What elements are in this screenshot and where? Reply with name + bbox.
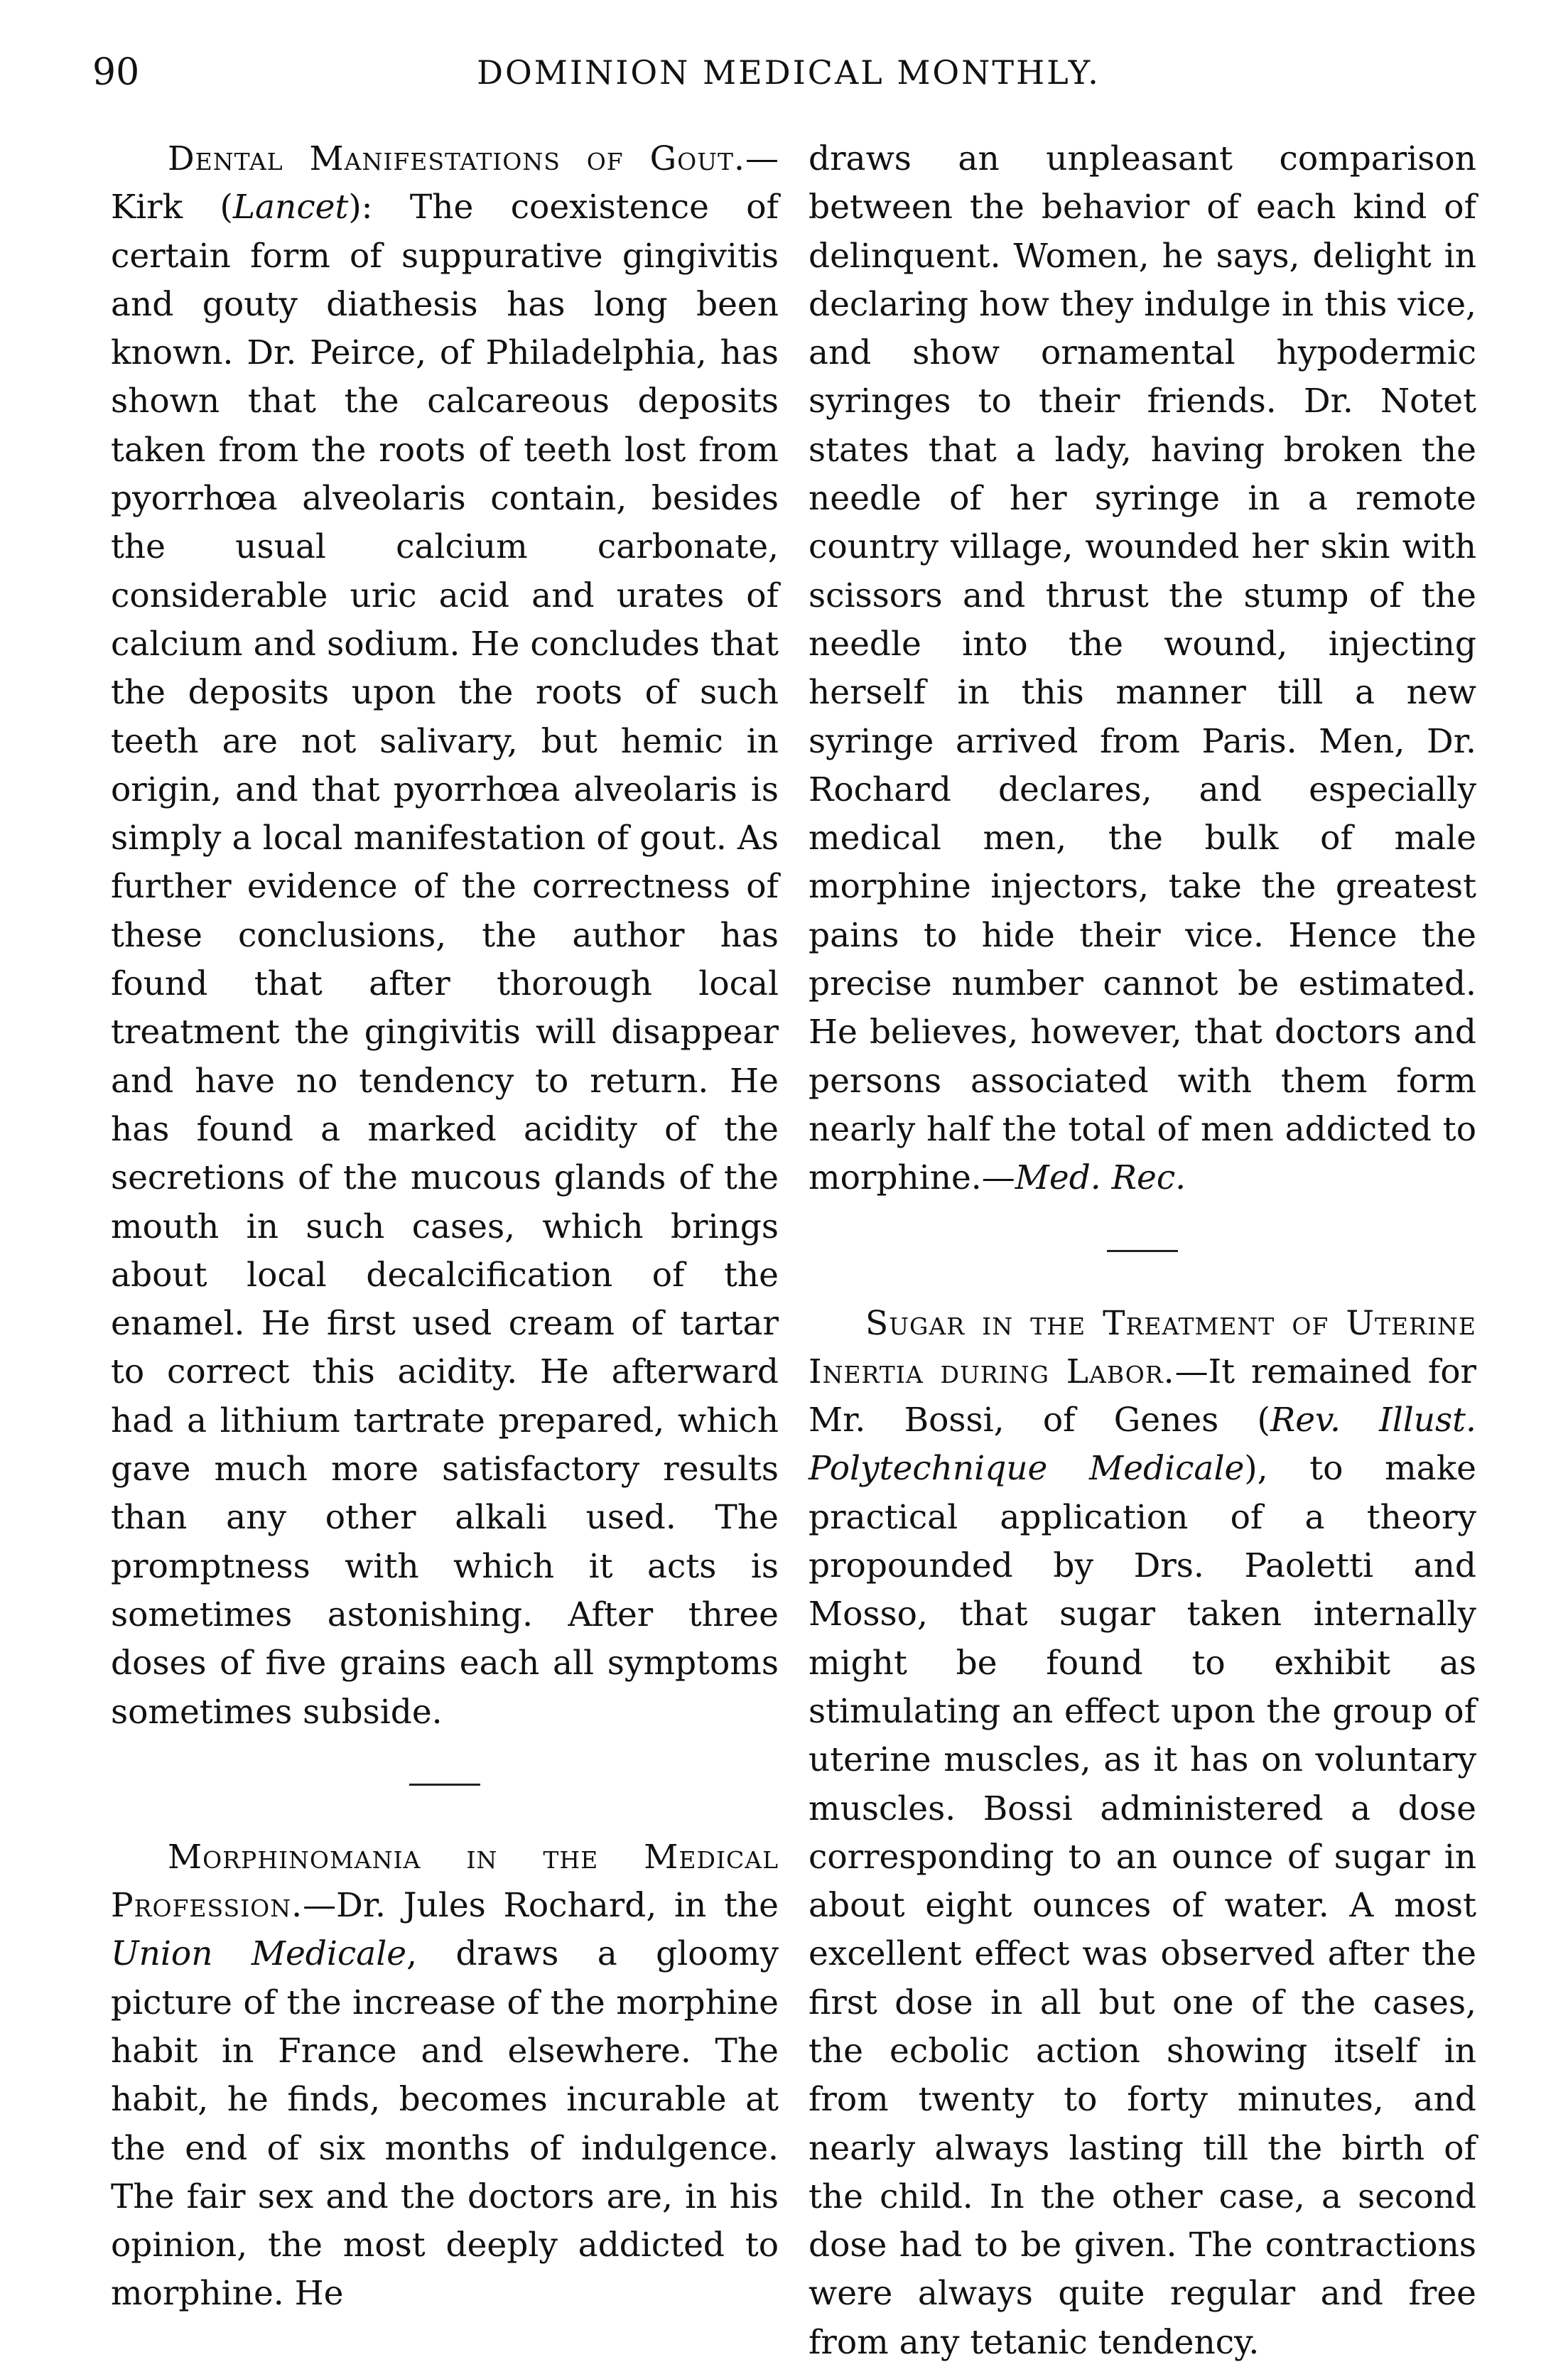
title-dash: — xyxy=(1174,1352,1209,1391)
article-intro: It remained for Mr. Bossi, of Genes ( xyxy=(809,1352,1476,1440)
article-dental-gout xyxy=(111,135,779,1737)
article-body: The coexistence of certain form of suppurative gingivitis and gouty diathesis has long been known. Dr. Peirce, of Philadelphia, has shown that the calcareous deposits taken from the roots of teeth lost from pyorrhœa alveolaris contain, besides the usual calcium carbonate, considerable uric acid and urates of calcium and sodium. He concludes that the deposits upon the roots of such teeth are not salivary, but hemic in origin, and that pyorrhœa alveolaris is simply a local manifestation of gout. As further evidence of the correctness of these conclusions, the author has found that after thorough local treatment the gingivitis will disappear and have no tendency to return. He has found a marked acidity of the secretions of the mucous glands of the mouth in such cases, which brings about local decalcification of the enamel. He first used cream of tartar to correct this acidity. He afterward had a lithium tartrate prepared, which gave much more satisfactory results than any other alkali used. The promptness with which it acts is sometimes astonishing. After three doses of five grains each all symptoms sometimes subside. xyxy=(111,188,779,1732)
page-header xyxy=(92,44,1485,101)
article-body: , draws a gloomy picture of the increase of the morphine habit in France and elsewhere. The habit, he finds, becomes incurable at the end of six months of indulgence. The fair sex and the doctors are, in his opinion, the most deeply addicted to morphine. He xyxy=(111,1934,779,2314)
running-title: DOMINION MEDICAL MONTHLY. xyxy=(477,53,1101,92)
source-journal: Rev. Illust. Polytechnique Medicale xyxy=(809,1401,1476,1489)
citation: Med. Rec. xyxy=(1015,1158,1186,1198)
title-dash: — xyxy=(745,139,779,178)
section-divider xyxy=(809,1203,1476,1300)
right-column xyxy=(809,135,1476,2367)
article-body: draws an unpleasant comparison between the behavior of each kind of delinquent. Women, he says, delight in declaring how they indulge in this vice, and show ornamental hypodermic syringes to their friends. Dr. Notet states that a lady, having broken the needle of her syringe in a remote country village, wounded her skin with scissors and thrust the stump of the needle into the wound, injecting herself in this manner till a new syringe arrived from Paris. Men, Dr. Rochard declares, and especially medical men, the bulk of male morphine injectors, take the greatest pains to hide their vice. Hence the precise number cannot be estimated. He believes, however, that doctors and persons associated with them form nearly half the total of men addicted to morphine. xyxy=(809,139,1476,1198)
left-column xyxy=(111,135,779,2319)
section-divider xyxy=(111,1737,779,1833)
article-title: Morphinomania in the Medical Profession. xyxy=(111,1837,779,1926)
article-sugar-uterine-inertia xyxy=(809,1300,1476,2367)
article-intro: Dr. Jules Rochard, in the xyxy=(336,1886,779,1926)
title-dash: — xyxy=(303,1886,337,1926)
article-title: Dental Manifestations of Gout. xyxy=(168,139,745,178)
page-number: 90 xyxy=(92,51,140,94)
source-author: Kirk ( xyxy=(111,188,233,227)
source-close: ): xyxy=(348,188,373,227)
article-morphinomania xyxy=(111,1833,779,2319)
article-body: ), to make practical application of a theory propounded by Drs. Paoletti and Mosso, that sugar taken internally might be found to exhibit as stimulating an effect upon the group of uterine muscles, as it has on voluntary muscles. Bossi administered a dose corresponding to an ounce of sugar in about eight ounces of water. A most excellent effect was observed after the first dose in all but one of the cases, the ecbolic action showing itself in from twenty to forty minutes, and nearly always lasting till the birth of the child. In the other case, a second dose had to be given. The contractions were always quite regular and free from any tetanic tendency. xyxy=(809,1449,1476,2362)
article-morphinomania-continued xyxy=(809,135,1476,1203)
article-title: Sugar in the Treatment of Uterine Inertia during Labor. xyxy=(809,1303,1476,1391)
source-journal: Lancet xyxy=(232,188,349,227)
citation-dash: — xyxy=(981,1158,1015,1198)
source-journal: Union Medicale xyxy=(111,1934,407,1974)
